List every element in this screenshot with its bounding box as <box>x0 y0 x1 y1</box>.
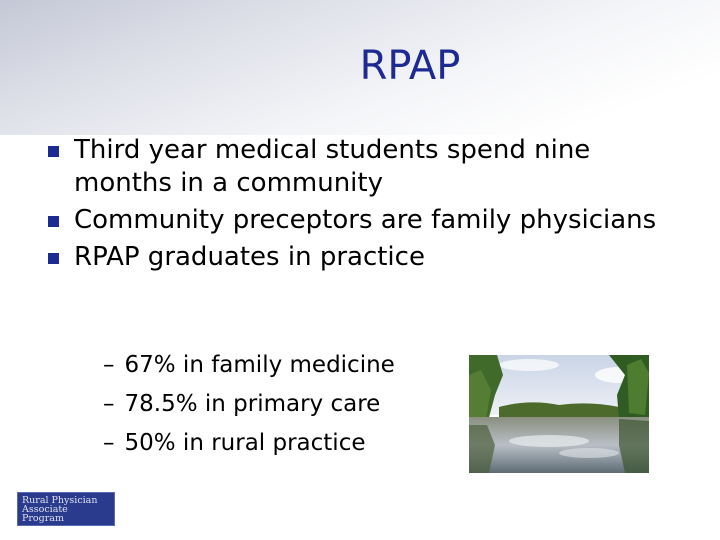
logo-line-2: Associate Program <box>22 504 68 524</box>
slide-title: RPAP <box>359 43 461 89</box>
dash-marker: – <box>103 430 115 456</box>
sub-bullet-list <box>103 346 395 463</box>
bullet-item <box>48 134 668 200</box>
bullet-item <box>48 204 668 237</box>
river-landscape-icon <box>469 355 649 473</box>
sub-bullet-item <box>103 424 395 463</box>
sub-bullet-item <box>103 346 395 385</box>
sub-bullet-text: 50% in rural practice <box>124 430 366 456</box>
bullet-item <box>48 241 668 274</box>
bullet-text: RPAP graduates in practice <box>74 242 425 272</box>
square-bullet-icon <box>48 253 59 264</box>
square-bullet-icon <box>48 216 59 227</box>
square-bullet-icon <box>48 146 59 157</box>
rpap-logo <box>17 492 115 526</box>
bullet-text: Third year medical students spend nine months in a community <box>74 135 591 198</box>
sub-bullet-text: 78.5% in primary care <box>124 391 381 417</box>
sub-bullet-text: 67% in family medicine <box>124 352 395 378</box>
dash-marker: – <box>103 391 115 417</box>
sub-bullet-item <box>103 385 395 424</box>
dash-marker: – <box>103 352 115 378</box>
bullet-list <box>48 134 668 278</box>
river-photo <box>469 355 649 473</box>
logo-line-1: Rural Physician <box>22 495 98 506</box>
bullet-text: Community preceptors are family physicians <box>74 205 657 235</box>
